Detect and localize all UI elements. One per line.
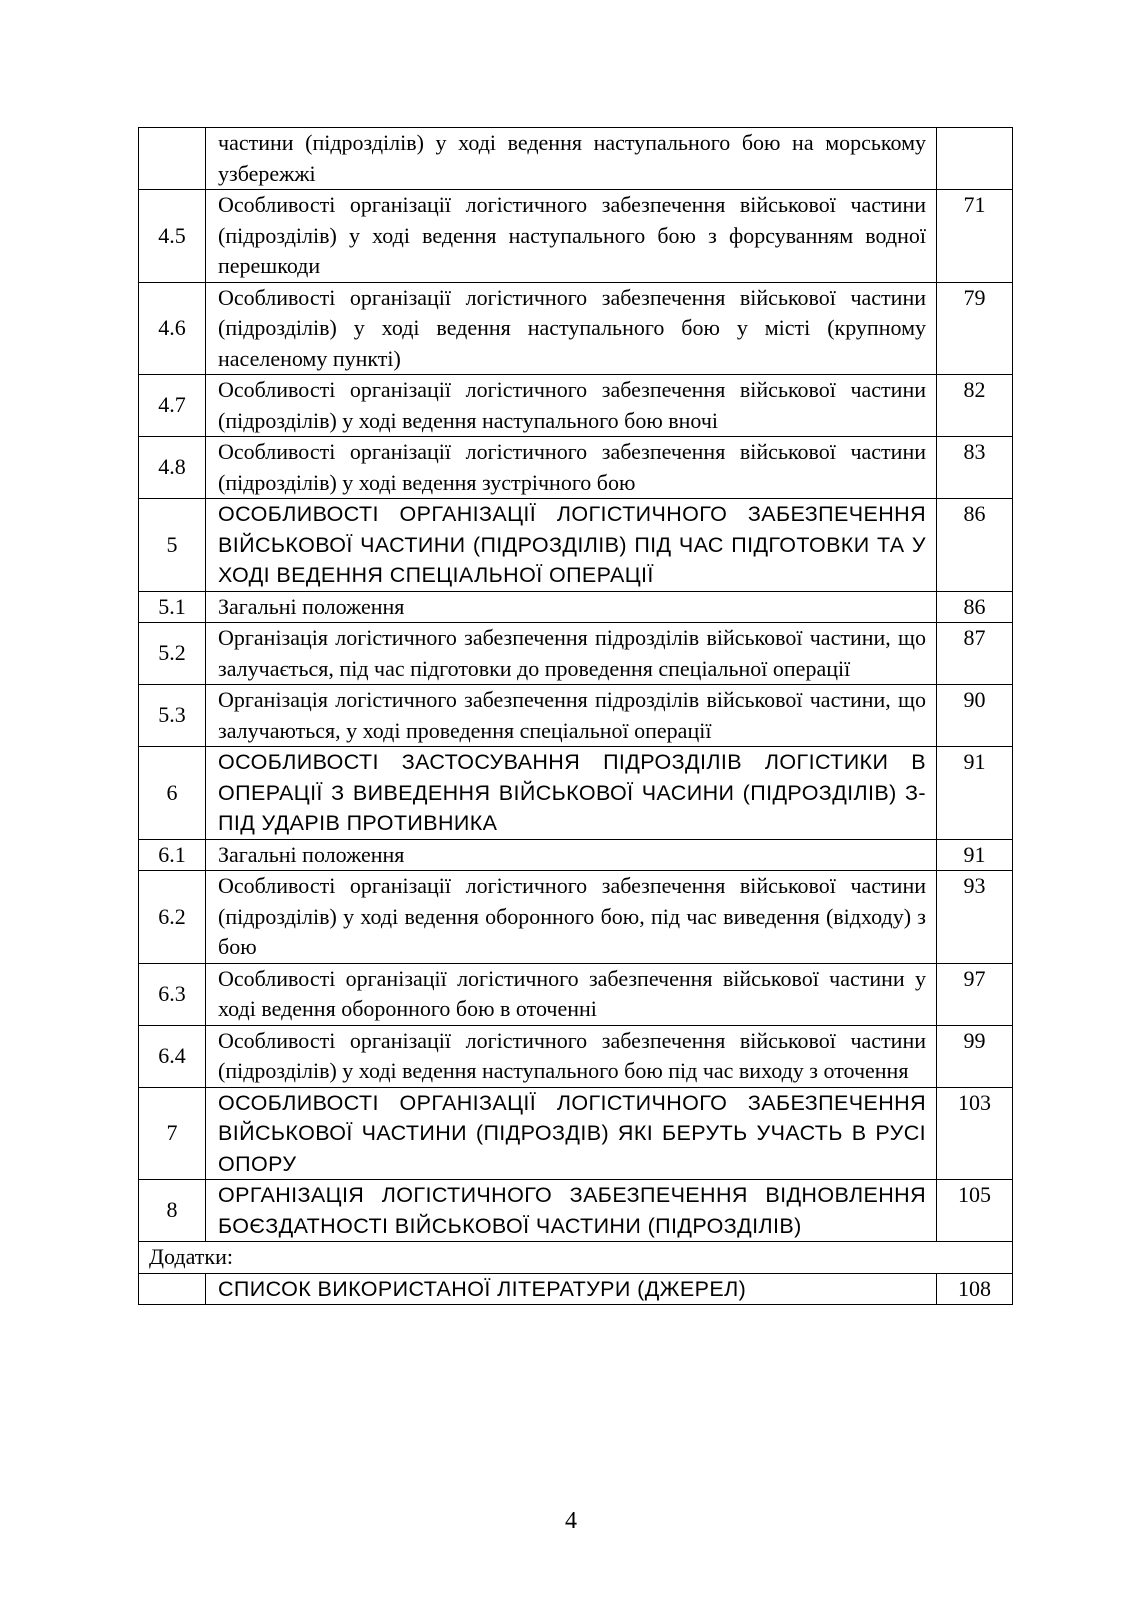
section-title: Особливості організації логістичного забезпечення військової частини у ході ведення оборонного бою в оточенні: [206, 963, 937, 1025]
section-number: 5.2: [139, 623, 206, 685]
section-number: 4.7: [139, 375, 206, 437]
section-number: 6.4: [139, 1025, 206, 1087]
table-row: [139, 963, 1013, 1025]
section-number: 4.6: [139, 282, 206, 375]
section-title: Організація логістичного забезпечення підрозділів військової частини, що залучаються, у ході проведення спеціальної операції: [206, 685, 937, 747]
chapter-number: 6: [139, 747, 206, 840]
chapter-title: ОСОБЛИВОСТІ ЗАСТОСУВАННЯ ПІДРОЗДІЛІВ ЛОГІСТИКИ В ОПЕРАЦІЇ З ВИВЕДЕННЯ ВІЙСЬКОВОЇ ЧАСИНИ (ПІДРОЗДІЛІВ) З-ПІД УДАРІВ ПРОТИВНИКА: [206, 747, 937, 840]
toc-body: [139, 128, 1013, 1305]
table-row: [139, 499, 1013, 592]
chapter-number: 7: [139, 1087, 206, 1180]
section-number: 6.3: [139, 963, 206, 1025]
section-title: Особливості організації логістичного забезпечення військової частини (підрозділів) у ході ведення наступального бою з форсуванням водної перешкоди: [206, 190, 937, 283]
page-ref: 82: [937, 375, 1013, 437]
section-number: 6.1: [139, 839, 206, 871]
chapter-number: 8: [139, 1180, 206, 1242]
table-row: [139, 1180, 1013, 1242]
table-row: [139, 839, 1013, 871]
appendix-label: Додатки:: [139, 1242, 1013, 1274]
section-number: 6.2: [139, 871, 206, 964]
table-row: [139, 190, 1013, 283]
chapter-title: ОСОБЛИВОСТІ ОРГАНІЗАЦІЇ ЛОГІСТИЧНОГО ЗАБЕЗПЕЧЕННЯ ВІЙСЬКОВОЇ ЧАСТИНИ (ПІДРОЗДІВ) ЯКІ БЕРУТЬ УЧАСТЬ В РУСІ ОПОРУ: [206, 1087, 937, 1180]
table-of-contents: [138, 127, 1013, 1305]
page-ref: 97: [937, 963, 1013, 1025]
section-title: Загальні положення: [206, 839, 937, 871]
page-ref: 99: [937, 1025, 1013, 1087]
section-number: 4.5: [139, 190, 206, 283]
appendix-row: [139, 1242, 1013, 1274]
chapter-title: ОРГАНІЗАЦІЯ ЛОГІСТИЧНОГО ЗАБЕЗПЕЧЕННЯ ВІДНОВЛЕННЯ БОЄЗДАТНОСТІ ВІЙСЬКОВОЇ ЧАСТИНИ (ПІДРОЗДІЛІВ): [206, 1180, 937, 1242]
table-row: [139, 685, 1013, 747]
page-ref: 93: [937, 871, 1013, 964]
section-title: Особливості організації логістичного забезпечення військової частини (підрозділів) у ході ведення зустрічного бою: [206, 437, 937, 499]
section-number: 5.3: [139, 685, 206, 747]
page-ref: 83: [937, 437, 1013, 499]
bibliography-title: СПИСОК ВИКОРИСТАНОЇ ЛІТЕРАТУРИ (ДЖЕРЕЛ): [206, 1273, 937, 1305]
chapter-title: ОСОБЛИВОСТІ ОРГАНІЗАЦІЇ ЛОГІСТИЧНОГО ЗАБЕЗПЕЧЕННЯ ВІЙСЬКОВОЇ ЧАСТИНИ (ПІДРОЗДІЛІВ) ПІД ЧАС ПІДГОТОВКИ ТА У ХОДІ ВЕДЕННЯ СПЕЦІАЛЬНОЇ ОПЕРАЦІЇ: [206, 499, 937, 592]
section-title: частини (підрозділів) у ході ведення наступального бою на морському узбережжі: [206, 128, 937, 190]
section-title: Загальні положення: [206, 591, 937, 623]
page-ref: 87: [937, 623, 1013, 685]
section-title: Організація логістичного забезпечення підрозділів військової частини, що залучається, під час підготовки до проведення спеціальної операції: [206, 623, 937, 685]
table-row: [139, 375, 1013, 437]
table-row: [139, 437, 1013, 499]
page-ref: [937, 128, 1013, 190]
section-title: Особливості організації логістичного забезпечення військової частини (підрозділів) у ході ведення наступального бою вночі: [206, 375, 937, 437]
section-number: 5.1: [139, 591, 206, 623]
table-row: [139, 1025, 1013, 1087]
page-ref: 90: [937, 685, 1013, 747]
table-row: [139, 623, 1013, 685]
table-row: [139, 282, 1013, 375]
table-row: [139, 128, 1013, 190]
page-ref: 105: [937, 1180, 1013, 1242]
page-ref: 91: [937, 747, 1013, 840]
page-ref: 79: [937, 282, 1013, 375]
section-number: [139, 128, 206, 190]
section-title: Особливості організації логістичного забезпечення військової частини (підрозділів) у ході ведення наступального бою у місті (крупному населеному пункті): [206, 282, 937, 375]
section-title: Особливості організації логістичного забезпечення військової частини (підрозділів) у ході ведення оборонного бою, під час виведення (відходу) з бою: [206, 871, 937, 964]
page-ref: 86: [937, 499, 1013, 592]
section-number: [139, 1273, 206, 1305]
page-ref: 86: [937, 591, 1013, 623]
page-ref: 91: [937, 839, 1013, 871]
table-row: [139, 747, 1013, 840]
section-title: Особливості організації логістичного забезпечення військової частини (підрозділів) у ході ведення наступального бою під час виходу з оточення: [206, 1025, 937, 1087]
table-row: [139, 871, 1013, 964]
page-ref: 108: [937, 1273, 1013, 1305]
table-row: [139, 1273, 1013, 1305]
section-number: 4.8: [139, 437, 206, 499]
chapter-number: 5: [139, 499, 206, 592]
table-row: [139, 591, 1013, 623]
page-ref: 71: [937, 190, 1013, 283]
table-row: [139, 1087, 1013, 1180]
page-number: 4: [565, 1508, 577, 1534]
page-ref: 103: [937, 1087, 1013, 1180]
